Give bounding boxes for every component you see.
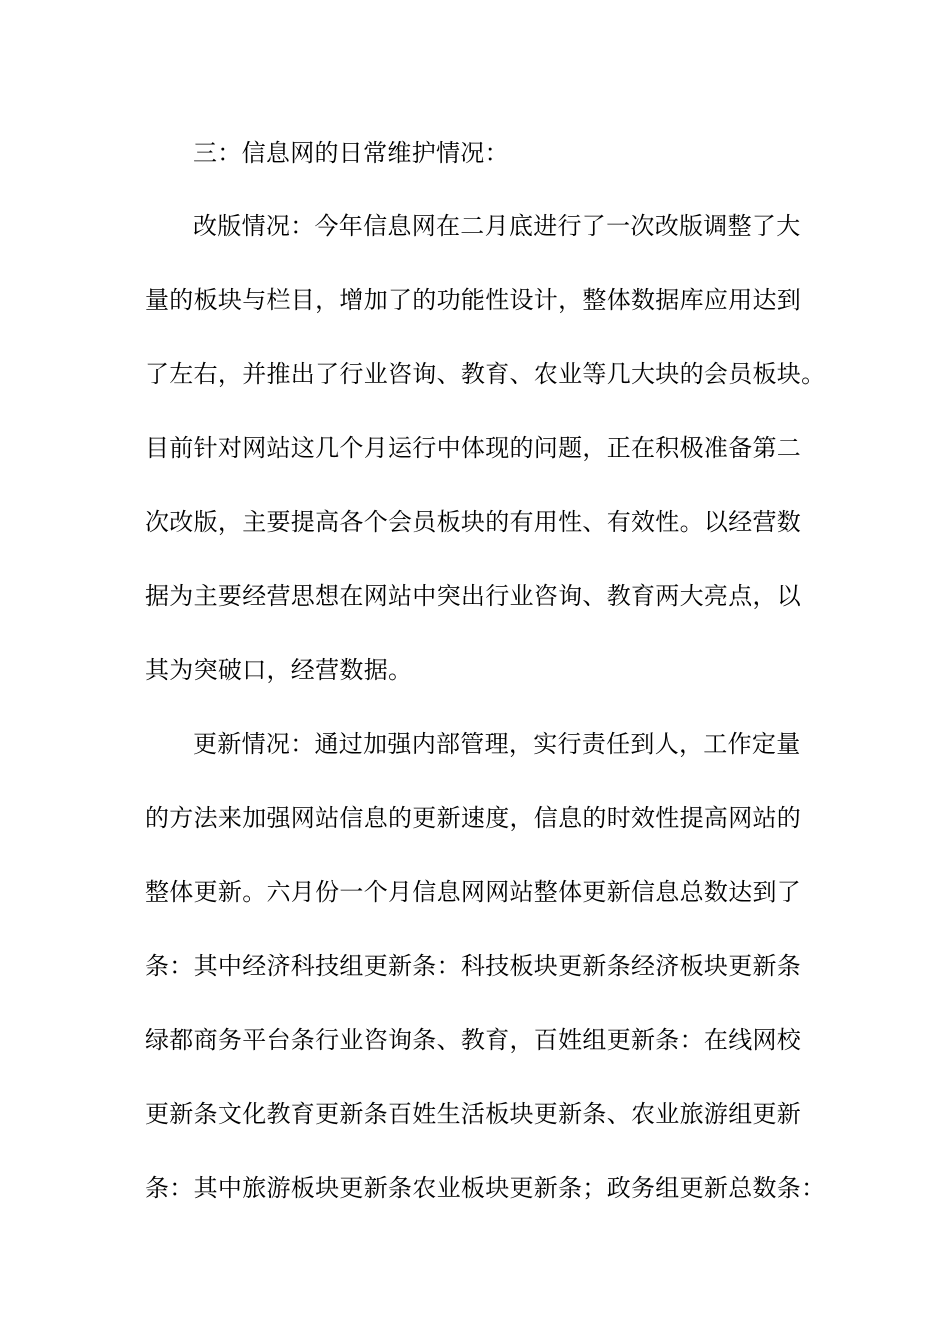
paragraph-line: 其为突破口，经营数据。 [145,656,413,684]
section-heading: 三：信息网的日常维护情况： [193,139,509,167]
paragraph-line: 更新情况：通过加强内部管理，实行责任到人，工作定量 [193,730,801,758]
paragraph-line: 条：其中旅游板块更新条农业板块更新条；政务组更新总数条： [145,1174,826,1202]
paragraph-line: 条：其中经济科技组更新条：科技板块更新条经济板块更新条 [145,952,802,980]
paragraph-line: 了左右，并推出了行业咨询、教育、农业等几大块的会员板块。 [145,360,826,388]
paragraph-line: 次改版，主要提高各个会员板块的有用性、有效性。以经营数 [145,508,802,536]
paragraph-line: 量的板块与栏目，增加了的功能性设计，整体数据库应用达到 [145,286,802,314]
paragraph-line: 改版情况：今年信息网在二月底进行了一次改版调整了大 [193,212,801,240]
paragraph-line: 目前针对网站这几个月运行中体现的问题，正在积极准备第二 [145,434,802,462]
paragraph-line: 整体更新。六月份一个月信息网网站整体更新信息总数达到了 [145,878,802,906]
paragraph-line: 绿都商务平台条行业咨询条、教育，百姓组更新条：在线网校 [145,1026,802,1054]
paragraph-line: 据为主要经营思想在网站中突出行业咨询、教育两大亮点，以 [145,582,802,610]
paragraph-line: 更新条文化教育更新条百姓生活板块更新条、农业旅游组更新 [145,1100,802,1128]
paragraph-line: 的方法来加强网站信息的更新速度，信息的时效性提高网站的 [145,804,802,832]
